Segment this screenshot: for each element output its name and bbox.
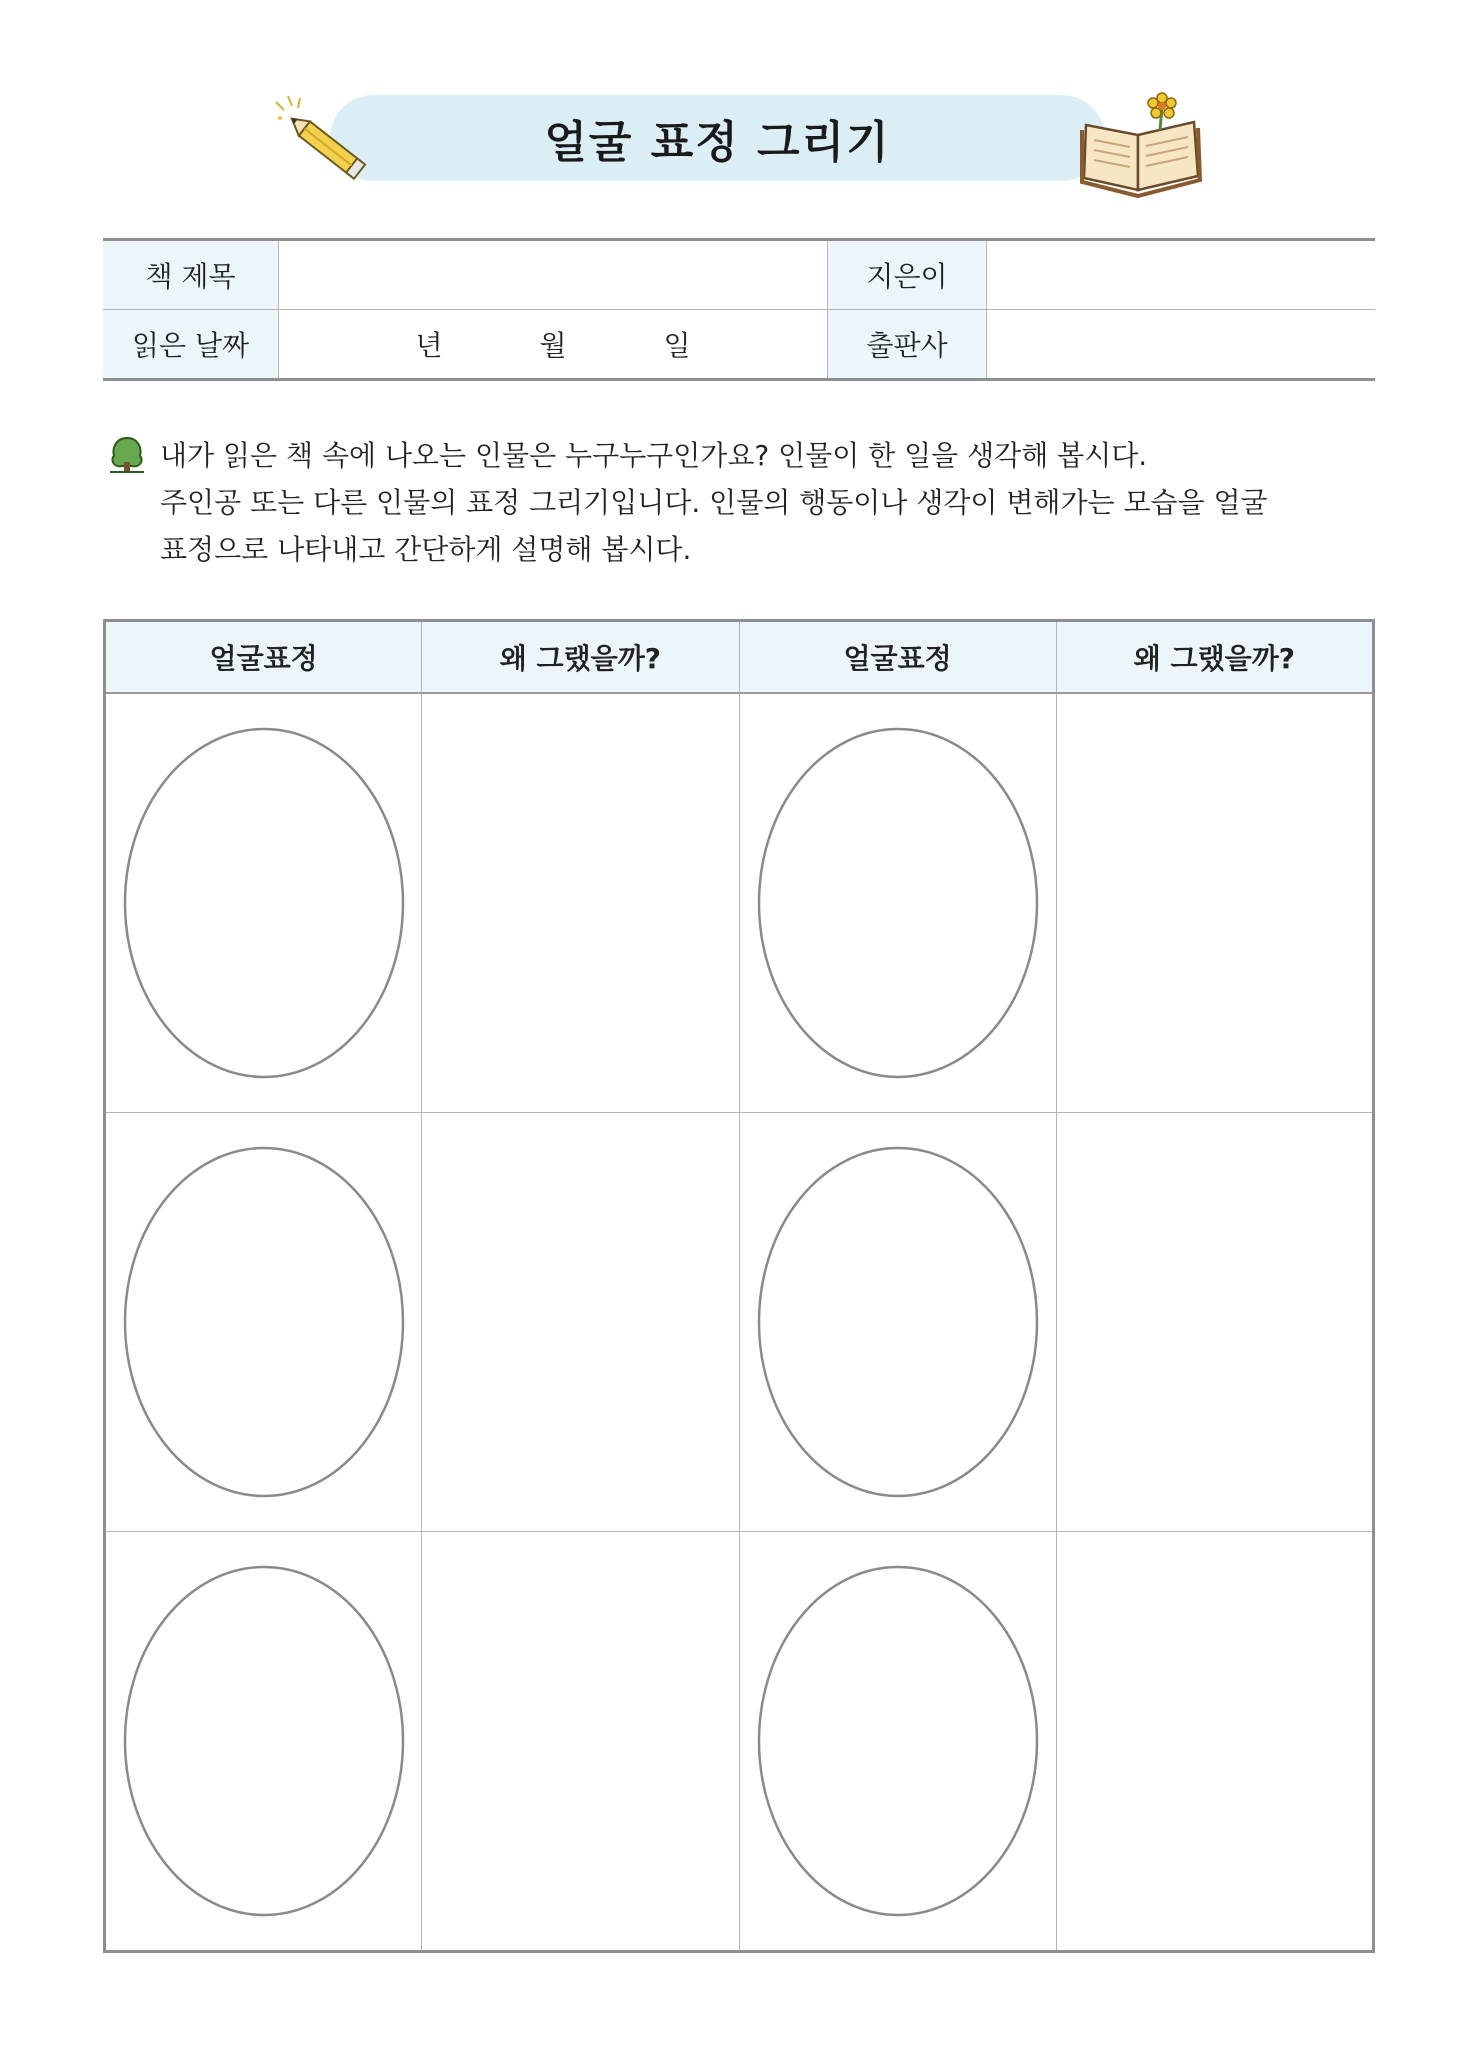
face-cell[interactable] [105, 693, 422, 1113]
instruction-line: 주인공 또는 다른 인물의 표정 그리기입니다. 인물의 행동이나 생각이 변해가는 모습을 얼굴 [160, 486, 1268, 519]
book-title-label: 책 제목 [103, 240, 279, 310]
read-date-field[interactable] [279, 310, 828, 380]
author-label: 지은이 [828, 240, 987, 310]
face-oval [123, 1146, 405, 1498]
why-cell[interactable] [1056, 693, 1373, 1113]
author-field[interactable] [987, 240, 1376, 310]
face-oval [123, 727, 405, 1079]
face-oval [757, 1565, 1039, 1917]
why-cell[interactable] [422, 1113, 739, 1532]
instruction-line: 표정으로 나타내고 간단하게 설명해 봅시다. [160, 533, 692, 566]
page-title: 얼굴 표정 그리기 [544, 117, 891, 168]
face-cell[interactable] [105, 1113, 422, 1532]
read-date-label: 읽은 날짜 [103, 310, 279, 380]
open-book-icon [1076, 90, 1206, 200]
face-cell[interactable] [739, 1113, 1056, 1532]
face-cell[interactable] [739, 693, 1056, 1113]
year-label: 년 [415, 329, 443, 362]
instruction-line: 내가 읽은 책 속에 나오는 인물은 누구누구인가요? 인물이 한 일을 생각해 봅시다. [160, 439, 1148, 472]
face-oval [123, 1565, 405, 1917]
publisher-label: 출판사 [828, 310, 987, 380]
face-expression-grid [103, 619, 1375, 1953]
face-cell[interactable] [105, 1532, 422, 1952]
pencil-icon [268, 92, 388, 192]
face-oval [757, 727, 1039, 1079]
book-title-field[interactable] [279, 240, 828, 310]
why-cell[interactable] [1056, 1532, 1373, 1952]
book-info-table [103, 238, 1375, 381]
header-face: 얼굴표정 [105, 621, 422, 694]
why-cell[interactable] [422, 1532, 739, 1952]
why-cell[interactable] [422, 693, 739, 1113]
face-oval [757, 1146, 1039, 1498]
header-face: 얼굴표정 [739, 621, 1056, 694]
day-label: 일 [663, 329, 691, 362]
face-cell[interactable] [739, 1532, 1056, 1952]
header-why: 왜 그랬을까? [422, 621, 739, 694]
month-label: 월 [539, 329, 567, 362]
tree-icon [108, 434, 146, 474]
header-why: 왜 그랬을까? [1056, 621, 1373, 694]
instructions [108, 432, 1358, 573]
publisher-field[interactable] [987, 310, 1376, 380]
why-cell[interactable] [1056, 1113, 1373, 1532]
